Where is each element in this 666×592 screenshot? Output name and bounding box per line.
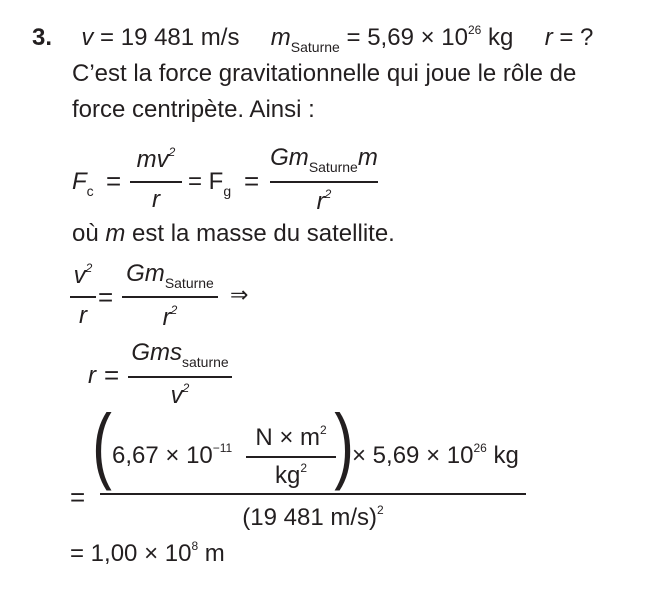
fg-symbol: = $F_g$ <box>188 168 232 199</box>
explanation-line-3: où m est la masse du satellite. <box>72 220 395 247</box>
fc-symbol: F <box>72 168 87 195</box>
mass-variable: m <box>270 24 291 51</box>
fc-subscript: c <box>86 183 94 199</box>
saturn-mass-factor: × $5,69 \times 10^{26}$ kg <box>352 441 519 469</box>
fraction-denominator: r <box>152 186 160 213</box>
radius-unknown: = ? <box>559 24 594 51</box>
radius-variable: r <box>544 24 553 51</box>
fraction-bar <box>122 296 218 298</box>
right-parenthesis: ) <box>334 397 354 491</box>
fraction-bar <box>128 376 232 378</box>
result-exponent: 8 <box>191 539 199 553</box>
explanation-line-2: force centripète. Ainsi : <box>72 96 315 123</box>
given-line <box>32 24 593 54</box>
equals-sign: = <box>70 482 86 512</box>
velocity-value: = 19 481 m/s <box>100 24 240 51</box>
fraction-numerator: $v^2$ <box>73 261 93 289</box>
result-line: = $1,00 \times 10^8$ m <box>70 539 225 567</box>
main-fraction-bar <box>100 493 526 495</box>
fraction-denominator: $v^2$ <box>170 381 190 409</box>
velocity-variable: v <box>81 24 94 51</box>
fraction-denominator: r <box>79 302 87 329</box>
unit-denominator: $kg^2$ <box>274 461 308 489</box>
left-parenthesis: ( <box>92 397 112 491</box>
problem-number: 3. <box>32 24 53 51</box>
equals-sign: = <box>104 360 120 390</box>
radius-lhs: r <box>88 362 96 389</box>
mass-subscript: Saturne <box>290 39 340 55</box>
equals-sign: = <box>244 166 260 196</box>
mass-exponent: 26 <box>467 23 482 37</box>
gravitational-constant: $6,67 \times 10^{-11}$ <box>112 441 233 469</box>
mass-value: = 5,69 × 10 <box>346 24 468 51</box>
fraction-denominator: $r^2$ <box>316 187 332 215</box>
fraction-bar <box>246 456 336 458</box>
implies-arrow: ⇒ <box>230 282 249 307</box>
unit-numerator: $N \times m^2$ <box>255 423 327 451</box>
equals-sign: = <box>106 166 122 196</box>
fraction-numerator: $Gm_{Saturne}$ <box>126 260 214 291</box>
main-denominator: (19 481 m/s)$^2$ <box>242 503 384 531</box>
fraction-numerator: Gms$_{saturne}$ <box>131 339 229 370</box>
fg-subscript: g <box>223 183 232 199</box>
mass-unit: kg <box>481 24 514 51</box>
fraction-bar <box>70 296 96 298</box>
fraction-denominator: $r^2$ <box>162 303 178 331</box>
equals-sign: = <box>98 282 114 312</box>
explanation-line-1: C’est la force gravitationnelle qui joue le rôle de <box>72 60 577 87</box>
fraction-bar <box>130 181 182 183</box>
fraction-bar <box>270 181 378 183</box>
fraction-numerator: $Gm_{Saturne}m$ <box>270 144 378 175</box>
fraction-numerator: $mv^2$ <box>136 145 176 173</box>
